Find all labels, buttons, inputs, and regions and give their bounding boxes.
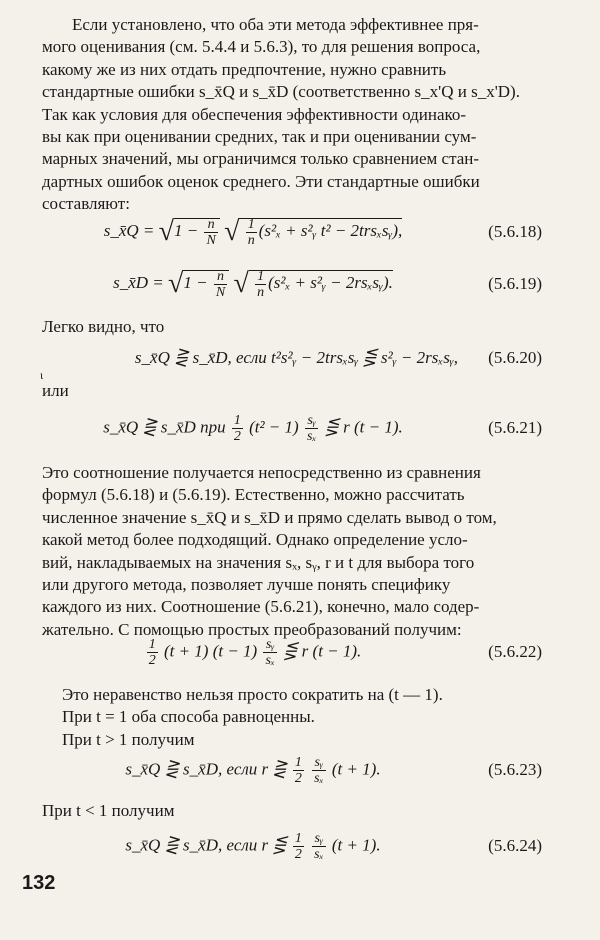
equation-5-6-20 [42,338,542,378]
equation-body: s_x̄Q ⋛ s_x̄D, если r ⋛ $\frac{1}{2}$ $\frac{\text{sᵧ}}{\text{sₓ}}$ (t + 1). [125,754,381,786]
equation-5-6-19 [42,264,542,304]
stray-mark: ι [40,368,44,382]
text-line: Это соотношение получается непосредственно из сравнения [42,463,481,482]
text-line: численное значение s_x̄Q и s_x̄D и прямо сделать вывод о том, [42,507,497,527]
equation-number: (5.6.21) [488,418,542,437]
equation-body: s_x̄D = √1 − $\frac{n}{N}$ √ $\frac{1}{n}$ (s²ₓ + s²ᵧ − 2rsₓsᵧ). [113,268,393,300]
equation-body: s_x̄Q ⋛ s_x̄D при $\frac{1}{2}$ (t² − 1) $\frac{\text{sᵧ}}{\text{sₓ}}$ ⋚ r (t − 1). [103,412,403,444]
equation-body: s_x̄Q ⋛ s_x̄D, если t²s²ᵧ − 2trsₓsᵧ ⋚ s²ᵧ − 2rsₓsᵧ, [134,348,458,367]
sqrt-icon: √ [233,268,249,299]
text-line: вы как при оценивании средних, так и при оценивании сум- [42,127,477,147]
equation-5-6-22 [42,632,542,672]
equation-number: (5.6.22) [488,642,542,661]
text-line: стандартные ошибки s_x̄Q и s_x̄D (соответственно s_x'Q и s_x'D). [42,82,520,102]
equation-body: s_x̄Q = √1 − $\frac{n}{N}$ √ $\frac{1}{n}$ (s²ₓ + s²ᵧ t² − 2trsₓsᵧ), [103,216,403,248]
sqrt-icon: √ [158,216,174,247]
text-line: или [42,381,69,400]
equation-5-6-24 [42,826,542,866]
text-line: Легко видно, что [42,317,165,336]
equation-5-6-21 [42,408,542,448]
text-line: Если установлено, что оба эти метода эффективнее пря- [72,15,479,34]
equation-body: s_x̄Q ⋛ s_x̄D, если r ⋚ $\frac{1}{2}$ $\frac{\text{sᵧ}}{\text{sₓ}}$ (t + 1). [125,830,381,862]
text-line: какому же из них отдать предпочтение, нужно сравнить [42,59,447,79]
text-line: При t = 1 оба способа равноценны. [62,707,315,727]
paragraph-cases [42,684,542,751]
equation-number: (5.6.19) [488,274,542,293]
equation-number: (5.6.23) [488,760,542,779]
equation-body: $\frac{1}{2}$ (t + 1) (t − 1) $\frac{\text{sᵧ}}{\text{sₓ}}$ ⋚ r (t − 1). [148,636,362,668]
text-line: дартных ошибок оценок среднего. Эти стандартные ошибки [42,171,480,191]
text-line: жательно. С помощью простых преобразований получим: [42,619,462,639]
text-line: каждого из них. Соотношение (5.6.21), конечно, мало содер- [42,597,480,617]
sqrt-icon: √ [168,268,184,299]
text-line: составляют: [42,194,130,214]
sqrt-icon: √ [224,216,240,247]
text-line: мого оценивания (см. 5.4.4 и 5.6.3), то для решения вопроса, [42,37,481,57]
equation-5-6-23 [42,750,542,790]
equation-number: (5.6.20) [488,348,542,367]
page-number: 132 [22,872,56,894]
text-line: При t < 1 получим [42,801,175,820]
text-line: Это неравенство нельзя просто сократить на (t — 1). [62,685,443,704]
text-line: вий, накладываемых на значения sₓ, sᵧ, r и t для выбора того [42,552,475,572]
text-line: или другого метода, позволяет лучше понять специфику [42,575,451,595]
equation-number: (5.6.24) [488,836,542,855]
text-line: Так как условия для обеспечения эффективности одинако- [42,104,467,124]
text-line: марных значений, мы ограничимся только сравнением стан- [42,149,480,169]
equation-5-6-18 [42,212,542,252]
text-line: При t > 1 получим [62,729,195,749]
text-line: какой метод более подходящий. Однако определение усло- [42,530,468,550]
paragraph-discussion [42,462,542,641]
text-line: формул (5.6.18) и (5.6.19). Естественно, можно рассчитать [42,485,465,505]
equation-number: (5.6.18) [488,222,542,241]
paragraph-intro [42,14,542,216]
